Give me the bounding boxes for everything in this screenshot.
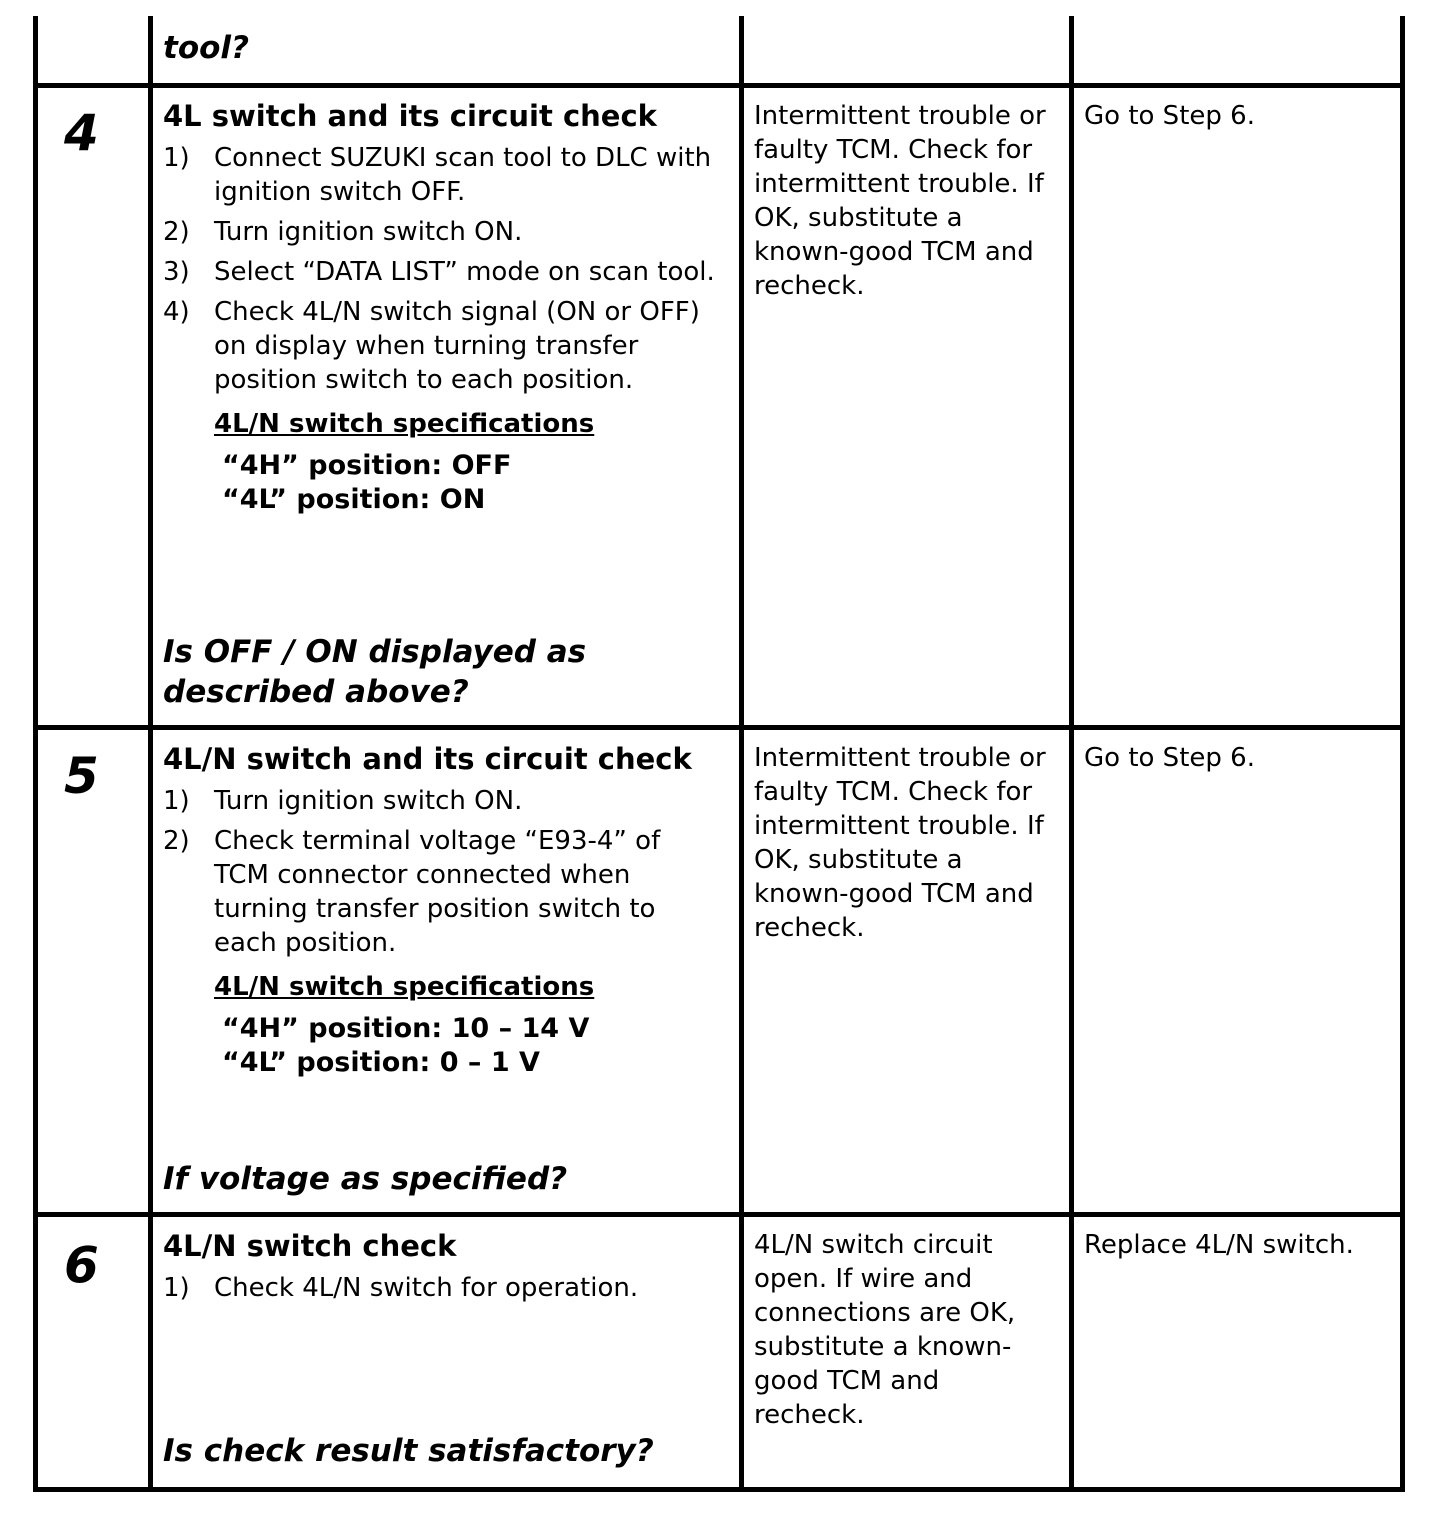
yes-result: 4L/N switch circuit open. If wire and connections are OK, substitute a known-good TCM and recheck. bbox=[754, 1230, 1016, 1430]
list-item bbox=[163, 1271, 723, 1305]
row-divider bbox=[33, 725, 1405, 730]
step-question: If voltage as specified? bbox=[163, 1161, 568, 1197]
list-item bbox=[163, 295, 723, 397]
spec-title: 4L/N switch specifications bbox=[214, 972, 595, 1002]
spec-line: “4L” position: 0 – 1 V bbox=[222, 1047, 540, 1078]
no-result: Go to Step 6. bbox=[1084, 743, 1255, 773]
list-item bbox=[163, 141, 723, 209]
continuation-question: tool? bbox=[163, 30, 250, 66]
item-number: 2) bbox=[163, 826, 190, 856]
list-item bbox=[163, 824, 723, 960]
step-title: 4L/N switch check bbox=[163, 1229, 457, 1263]
no-result: Go to Step 6. bbox=[1084, 101, 1255, 131]
item-number: 1) bbox=[163, 1273, 190, 1303]
step-number: 5 bbox=[64, 747, 99, 805]
list-item bbox=[163, 255, 723, 289]
yes-result: Intermittent trouble or faulty TCM. Check for intermittent trouble. If OK, substitute a known-good TCM and recheck. bbox=[754, 101, 1046, 301]
item-text: Connect SUZUKI scan tool to DLC with ignition switch OFF. bbox=[214, 143, 712, 207]
step-question: Is check result satisfactory? bbox=[163, 1433, 654, 1469]
item-text: Select “DATA LIST” mode on scan tool. bbox=[214, 257, 715, 287]
table-border-right bbox=[1400, 16, 1405, 1492]
list-item bbox=[163, 784, 723, 818]
row-divider bbox=[33, 1212, 1405, 1217]
item-number: 4) bbox=[163, 297, 190, 327]
table-divider-yes-col bbox=[1069, 16, 1074, 1492]
list-item bbox=[163, 215, 723, 249]
step-title: 4L/N switch and its circuit check bbox=[163, 742, 692, 776]
step-action-cell bbox=[163, 98, 723, 716]
step-number: 6 bbox=[64, 1236, 99, 1294]
spec-line: “4H” position: 10 – 14 V bbox=[222, 1013, 590, 1044]
item-text: Check terminal voltage “E93-4” of TCM connector connected when turning transfer position switch to each position. bbox=[214, 826, 661, 958]
item-text: Turn ignition switch ON. bbox=[214, 786, 523, 816]
table-border-bottom bbox=[33, 1487, 1405, 1492]
specifications bbox=[214, 970, 723, 1080]
step-question: Is OFF / ON displayed as described above? bbox=[163, 634, 587, 710]
item-text: Check 4L/N switch for operation. bbox=[214, 1273, 639, 1303]
item-text: Turn ignition switch ON. bbox=[214, 217, 523, 247]
table-divider-step-col bbox=[148, 16, 153, 1492]
spec-title: 4L/N switch specifications bbox=[214, 409, 595, 439]
item-number: 1) bbox=[163, 143, 190, 173]
spec-line: “4H” position: OFF bbox=[222, 450, 512, 481]
table-divider-action-col bbox=[739, 16, 744, 1492]
item-number: 2) bbox=[163, 217, 190, 247]
yes-result: Intermittent trouble or faulty TCM. Check for intermittent trouble. If OK, substitute a known-good TCM and recheck. bbox=[754, 743, 1046, 943]
row-divider bbox=[33, 83, 1405, 88]
step-title: 4L switch and its circuit check bbox=[163, 99, 657, 133]
table-border-left bbox=[33, 16, 38, 1492]
specifications bbox=[214, 407, 723, 517]
step-action-cell bbox=[163, 1228, 723, 1478]
spec-line: “4L” position: ON bbox=[222, 484, 486, 515]
item-number: 1) bbox=[163, 786, 190, 816]
step-number: 4 bbox=[64, 104, 99, 162]
no-result: Replace 4L/N switch. bbox=[1084, 1230, 1354, 1260]
item-number: 3) bbox=[163, 257, 190, 287]
item-text: Check 4L/N switch signal (ON or OFF) on display when turning transfer position switch to each position. bbox=[214, 297, 700, 395]
step-action-cell bbox=[163, 741, 723, 1203]
